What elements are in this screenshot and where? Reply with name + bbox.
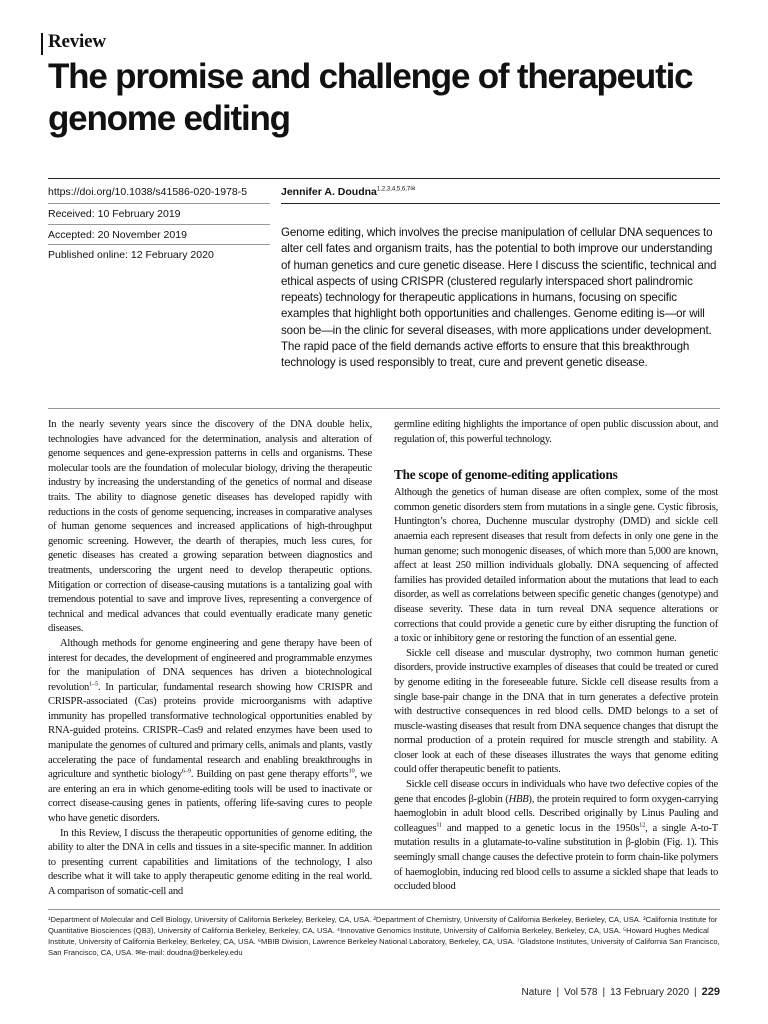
paragraph: Sickle cell disease and muscular dystrophy, two common human genetic disorders, provide instructive examples of diseases that could be treated or cured by genome editing in the foreseeable future. Sickle cell disease results from a single base-pair change in the DNA that in turn generates a defective protein with destructive consequences in red blood cells. DMD belongs to a set of muscle-wasting diseases that result from DNA sequence changes that disrupt the normal production of a protein required for muscle strength and stability. A closer look at each of these diseases illustrates the ways that genome editing could offer therapeutic benefit to patients. [394,647,718,776]
section-marker-bar [41,33,43,55]
article-title: The promise and challenge of therapeutic genome editing [48,57,693,138]
reference-citation[interactable]: 11 [436,821,442,829]
reference-citation[interactable]: 6–9 [181,767,191,775]
meta-divider [48,203,270,204]
abstract: Genome editing, which involves the precise manipulation of cellular DNA sequences to alter cell fates and organism traits, has the potential to both improve our understanding of human genetics and cure genetic disease. Here I discuss the scientific, technical and ethical aspects of using CRISPR (clustered regularly interspaced short palindromic repeats) technology for therapeutic applications in humans, focusing on specific examples that highlight both opportunities and challenges. Genome editing is—or will soon be—in the clinic for several diseases, with more applications under development. The rapid pace of the field demands active efforts to ensure that this breakthrough technology is used responsibly to treat, cure and prevent genetic disease. [281,226,717,370]
section-label: Review [48,31,106,52]
paragraph: germline editing highlights the importance of open public discussion about, and regulation of, this powerful technology. [394,419,718,445]
author-affiliation-markers: 1,2,3,4,5,6,7✉ [376,186,416,193]
paragraph: Sickle cell disease occurs in individuals who have two defective copies of the gene that encodes β-globin (HBB), the protein required to form oxygen-carrying haemoglobin in adult blood cells. Described originally by Linus Pauling and colleagues$^{11}$ and mapped to a genetic locus in the $1950s^{12}$, a single A-to-T mutation results in a glutamate-to-valine substitution in β-globin (Fig. 1). This seemingly small change causes the defective protein to form chain-like polymers of haemoglobin, inducing red blood cells to assume a sickled shape that leads to occluded blood [394,779,718,893]
meta-divider [48,224,270,225]
meta-divider [48,244,270,245]
doi-link[interactable]: https://doi.org/10.1038/s41586-020-1978-5 [48,186,248,198]
reference-citation[interactable]: 1–5 [89,680,99,688]
reference-citation[interactable]: 10 [348,767,355,775]
section-heading: The scope of genome-editing applications [394,467,618,483]
paragraph: In this Review, I discuss the therapeutic opportunities of genome editing, the ability to alter the DNA in cells and tissues in a site-specific manner. In addition to presenting current capabilities and limitations of the technology, I also describe what it will take to apply therapeutic genome editing in the real world. A comparison of somatic-cell and [48,827,372,897]
paragraph: In the nearly seventy years since the discovery of the DNA double helix, technologies have advanced for the determination, analysis and alteration of genome sequences and gene-expression patterns in cells and organisms. These molecular tools are the foundation of molecular biology, driving the therapeutic industry by increasing the understanding of the genetics of normal and disease traits. The ability to diagnose genetic diseases has developed rapidly with reductions in the costs of genome sequencing, increases in comparative analyses of human genome sequences and increased applications of high-throughput genomic screening. However, the dearth of therapies, much less cures, for genetic diseases has created a growing separation between diagnostics and treatments, underscoring the urgent need to develop therapeutic options. Mitigation or correction of disease-causing mutations is a tantalizing goal with tremendous potential to save and improve lives, representing a convergence of technical and medical advances that could eventually eradicate many genetic diseases. [48,419,372,635]
footer-separator: | [556,987,560,998]
issue-date: 13 February 2020 [610,987,690,998]
abstract-divider [48,408,720,409]
footer-separator: | [694,987,697,998]
paragraph: Although the genetics of human disease are often complex, some of the most common genetic disorders stem from mutations in a single gene. Cystic fibrosis, Huntington’s chorea, Duchenne muscular dystrophy (DMD) and sickle cell anaemia each represent diseases that result from defects in only one gene in the human genome; such monogenic diseases, of which more than 5,000 are known, affect at least 250 million individuals globally. DNA sequencing of affected families has provided detailed information about the mutations that lead to each disorder, as well as correlations between specific genetic changes (genotype) and disease severity. These data in turn reveal DNA sequence alterations or corrections that could provide a genetic cure by either disrupting the function of a toxic or inhibitory gene or restoring the function of an essential gene. [394,487,718,645]
body-column-right [394,418,718,895]
author-name: Jennifer A. Doudna [281,186,377,198]
body-column-left [48,418,372,900]
page-number: 229 [701,986,720,998]
published-date: Published online: 12 February 2020 [48,249,214,261]
reference-citation[interactable]: 12 [639,821,646,829]
gene-name: HBB [508,793,529,805]
paragraph: Although methods for genome engineering and gene therapy have been of interest for decades, the development of engineered and programmable enzymes for the manipulation of DNA sequences has driven a biotechnological revolution$^{1-5}$. In particular, fundamental research showing how CRISPR and CRISPR-associated (Cas) proteins provide microorganisms with adaptive immunity has propelled transformative technological opportunities enabled by RNA-guided proteins. CRISPR–Cas9 and related enzymes have been used to manipulate the genomes of cultured and primary cells, animals and plants, vastly accelerating the pace of fundamental research and enabling breakthroughs in agriculture and synthetic biology$^{6-9}$. Building on past gene therapy efforts$^{10}$, we are entering an era in which genome-editing tools will be used to inactivate or correct disease-causing genes in patients, offering life-saving cures to people who have genetic disorders. [48,637,372,825]
accepted-date: Accepted: 20 November 2019 [48,229,187,241]
journal-volume: Vol 578 [564,987,598,998]
journal-name: Nature [521,987,552,998]
affiliation-footnotes: ¹Department of Molecular and Cell Biology, University of California Berkeley, Berkeley, CA, USA. ²Department of Chemistry, University of California Berkeley, Berkeley, CA, USA. ³California Institute for Quantitative Biosciences (QB3), University of California Berkeley, Berkeley, CA, USA. ⁴Innovative Genomics Institute, University of California Berkeley, Berkeley, CA, USA. ⁵Howard Hughes Medical Institute, University of California Berkeley, Berkeley, CA, USA. ⁶MBIB Division, Lawrence Berkeley National Laboratory, Berkeley, CA, USA. ⁷Gladstone Institutes, University of California San Francisco, San Francisco, CA, USA. ✉e-mail: doudna@berkeley.edu [48,915,720,957]
received-date: Received: 10 February 2019 [48,208,181,220]
page-footer [521,986,720,998]
author-line [281,186,415,198]
footer-separator: | [602,987,606,998]
footnote-divider [48,909,720,910]
header-divider [48,178,720,179]
author-divider [281,203,720,204]
